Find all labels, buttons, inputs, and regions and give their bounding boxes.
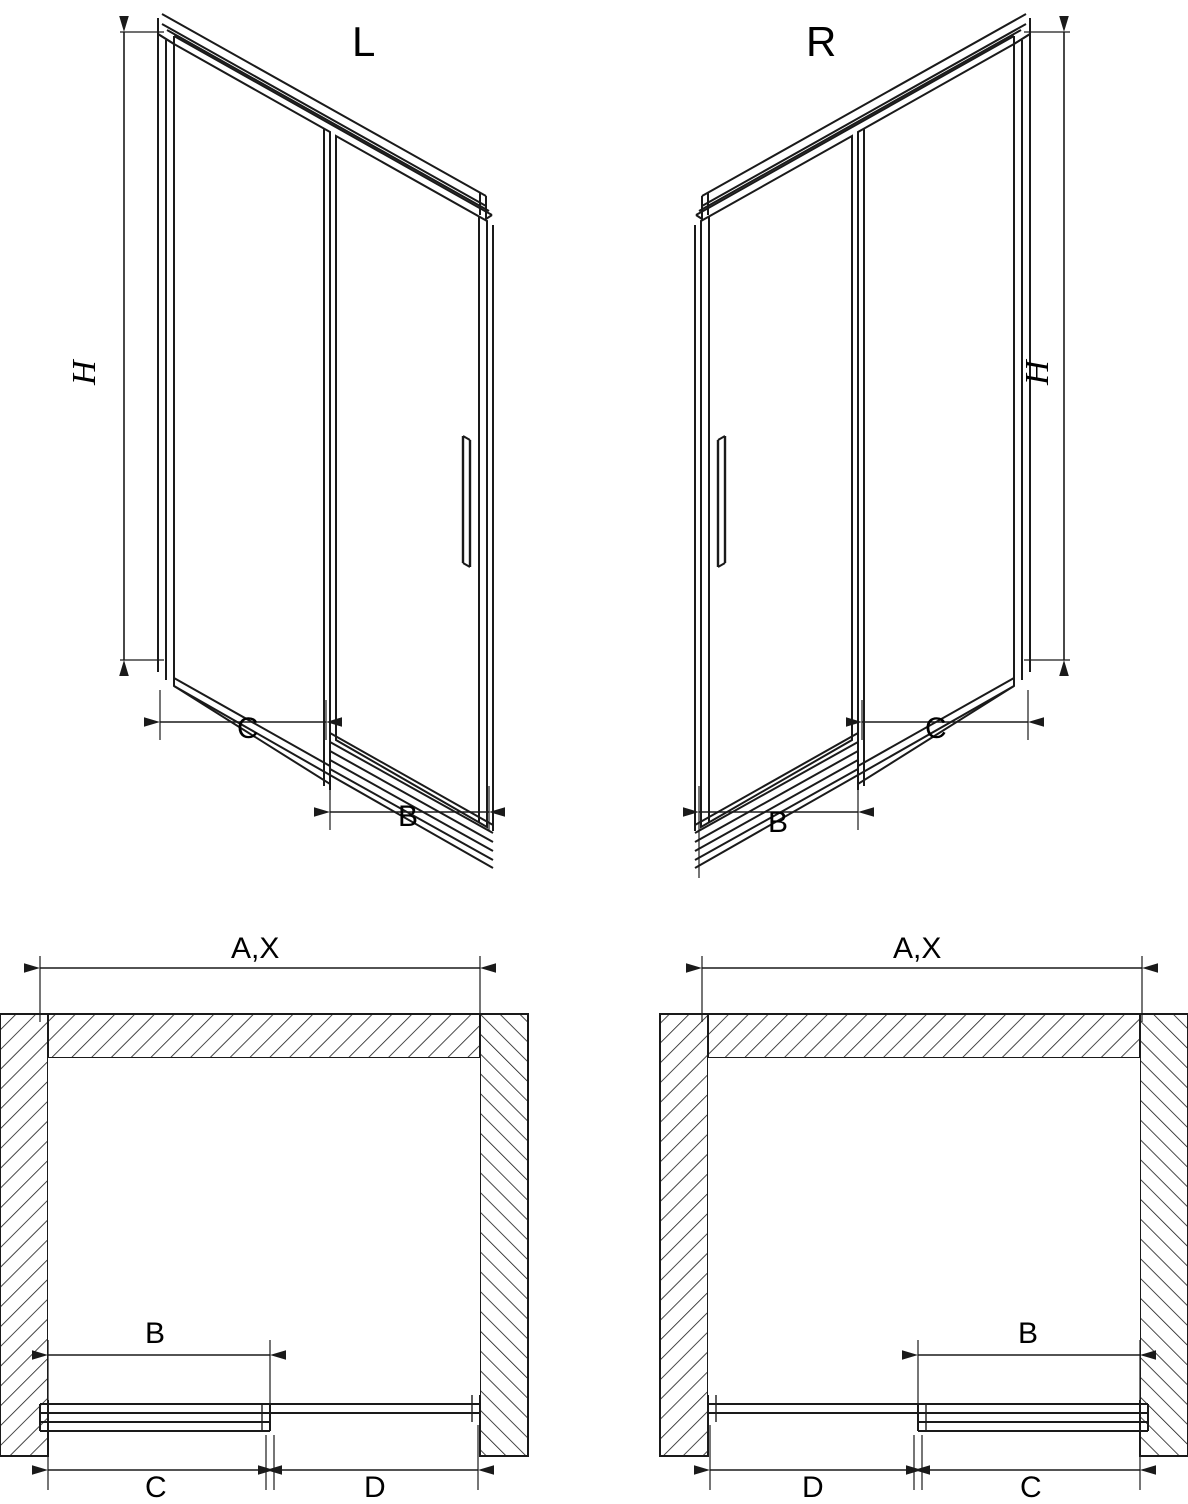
label-D-plan-right: D xyxy=(802,1471,824,1504)
wall-right xyxy=(480,1014,528,1456)
label-C-plan-right: C xyxy=(1020,1471,1042,1504)
label-H-right: H xyxy=(1019,360,1056,385)
label-B-plan-left: B xyxy=(145,1317,166,1350)
label-variant-R: R xyxy=(806,18,837,65)
wall-back-right-view xyxy=(708,1014,1140,1058)
plan-view-right xyxy=(660,956,1188,1490)
plan-view-left xyxy=(0,956,528,1490)
label-variant-L: L xyxy=(352,18,376,65)
left-post xyxy=(158,34,174,686)
enclosure-interior-right xyxy=(708,1058,1140,1400)
label-AX-left: A,X xyxy=(231,932,280,965)
label-B-left: B xyxy=(398,800,419,833)
label-C-left: C xyxy=(237,712,259,745)
label-B-right: B xyxy=(768,806,789,839)
door-handle-left xyxy=(463,436,470,567)
label-B-plan-right: B xyxy=(1018,1317,1039,1350)
door-track-assembly-left xyxy=(40,1395,480,1431)
bottom-rail-right xyxy=(695,678,1014,868)
dimension-AX-left xyxy=(40,956,480,1022)
label-H-left: H xyxy=(66,360,103,385)
dimension-AX-right xyxy=(702,956,1142,1022)
right-post xyxy=(1014,34,1030,686)
label-C-right: C xyxy=(925,712,947,745)
door-track-assembly-right xyxy=(708,1395,1148,1431)
wall-back xyxy=(48,1014,480,1058)
isometric-view-right xyxy=(695,14,1070,878)
label-AX-right: A,X xyxy=(893,932,942,965)
door-right-frame xyxy=(479,217,493,831)
fixed-glass-panel-right xyxy=(858,44,1014,784)
isometric-view-left xyxy=(120,14,493,868)
wall-left-right-view xyxy=(660,1014,708,1456)
wall-right-right-view xyxy=(1140,1014,1188,1456)
door-handle-right xyxy=(718,436,725,567)
fixed-glass-panel-left xyxy=(174,44,330,784)
door-left-frame xyxy=(695,217,709,831)
enclosure-interior-left xyxy=(48,1058,480,1400)
label-D-plan-left: D xyxy=(364,1471,386,1504)
bottom-rail-left xyxy=(174,678,493,868)
label-C-plan-left: C xyxy=(145,1471,167,1504)
wall-left xyxy=(0,1014,48,1456)
